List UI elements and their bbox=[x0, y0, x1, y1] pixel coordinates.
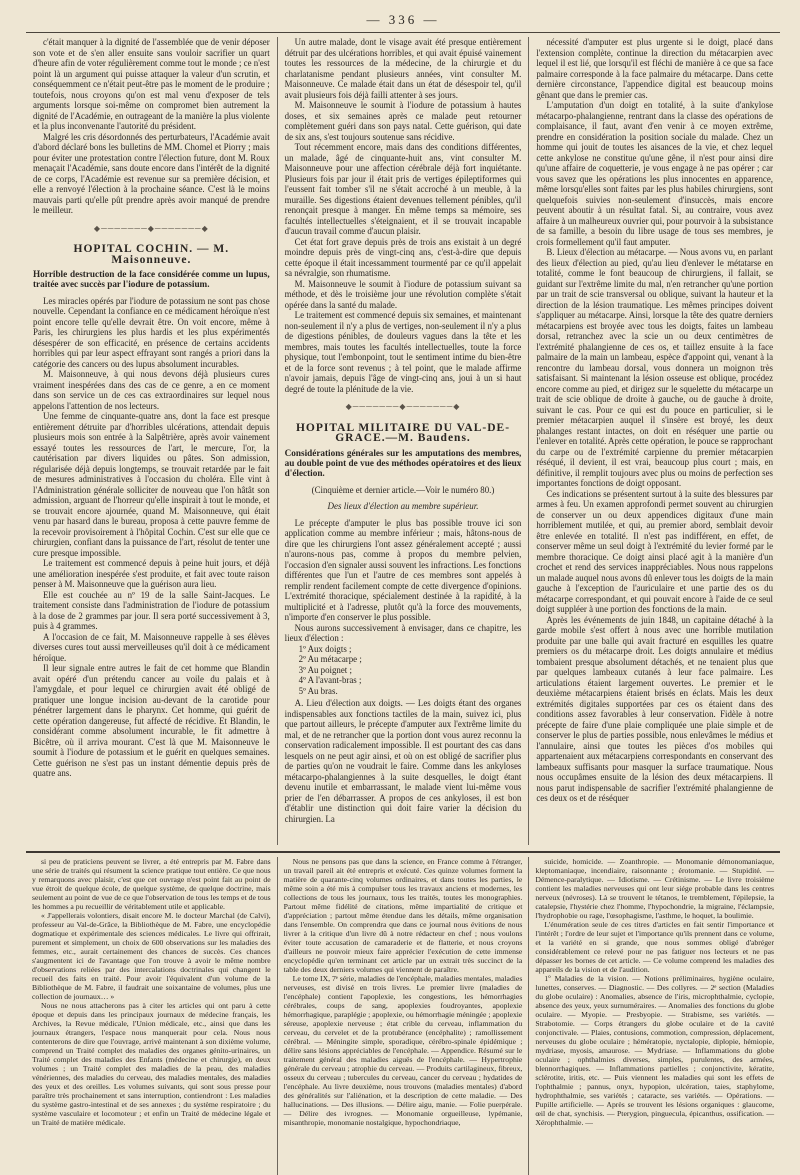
upper-columns bbox=[26, 37, 780, 845]
column-1 bbox=[26, 37, 277, 845]
bottom-paragraph-8: 1º Maladies de la vision. — Notions préliminaires, hygiène oculaire, lunettes, conserves. — Diagnostic. — Des collyres. — 2ᵉ section (Maladies du globe oculaire) : Anomalies, absence de l'iris, microphthalmie, cyclopie, absence des yeux, yeux surnuméraires. — Anomalies des fonctions du globe oculaire. — Myopie. — Presbyopie. — Strabisme, ses variétés. — Strabotomie. — Corps étrangers du globe oculaire et de la cavité conjonctivale. — Plaies, contusions, commotion, compression, déplacement, nerveuses du globe oculaire ; hémératopie, nyctalopie, diplopie, hémiopie, mydriase, myosis, amaurose. — Mydriase. — Inflammations du globe oculaire ; ophthalmies diverses, simples, purulentes, des armées, blennorrhagiques. — Inflammations partielles ; conjonctivite, kératite, sclérotite, iritis, etc. — Puis viennent les maladies qui sont les effets de l'ophthalmie ; pannus, onyx, hypopion, ulcération, taies, staphylome, hydrophthalmie, ses variétés ; cataracte, ses variétés. — Opérations. — Pupille artificielle. — Après se trouvent les lésions organiques : glaucome, œil de chat, synchisis. — Pterygion, pinguecula, épicanthus, ossification. — Xérophthalmie. — bbox=[535, 974, 775, 1127]
col3-paragraph-2: L'amputation d'un doigt en totalité, à la suite d'ankylose métacarpo-phalangienne, rentrant dans la classe des opérations de complaisance, il faut, avant d'en venir à ce moyen extrême, prendre en considération la position sociale du malade. Chez un homme qui jouit de toutes les aisances de la vie, et chez lequel cette ankylose ne constitue qu'une gêne, il n'est pour ainsi dire qu'une affaire de coquetterie, je vous engage à ne pas opérer ; car vous savez que les opérations les plus innocentes en apparence, même lorsqu'elles sont faites par les plus habiles chirurgiens, sont quelquefois suivies non-seulement d'insuccès, mais encore peuvent aboutir à un résultat fatal. Si, au contraire, vous avez affaire à un malheureux ouvrier qui, pour pourvoir à la subsistance de sa famille, a besoin du libre usage de tous ses membres, je crois formellement qu'il faut amputer. bbox=[536, 100, 774, 247]
article-subheading-val-de-grace: Considérations générales sur les amputations des membres, au double point de vue des méthodes opératoires et des lieux d'élection. bbox=[284, 447, 522, 479]
list-item: 5º Au bras. bbox=[298, 685, 338, 696]
col1-paragraph-8: A l'occasion de ce fait, M. Maisonneuve rappelle à ses élèves diverses cures tout aussi merveilleuses qu'il doit à ce médicament héroïque. bbox=[33, 631, 270, 663]
col2-paragraph-8: Nous aurons successivement à envisager, dans ce chapitre, les lieux d'élection : bbox=[284, 622, 522, 644]
article-heading-cochin: HOPITAL COCHIN. — M. Maisonneuve. bbox=[73, 243, 230, 266]
page-number: — 336 — bbox=[366, 12, 440, 27]
bottom-paragraph-2: « J'appellerais volontiers, disait encore M. le docteur Marchal (de Calvi), professeur au Val-de-Grâce, la Bibliothèque de M. Fabre, une encyclopédie dogmatique et expérimentale des sciences médicales. Le livre qui offrirait, purement et simplement, un choix de 600 observations sur les maladies des femmes, etc., aurait certainement des chances de succès. Ces chances s'augmentent ici de l'avantage que l'on trouve à avoir le même nombre d'observations reliées par des intercalations doctrinales qui changent le recueil des faits en traité. Pour avoir l'équivalent d'un volume de la Bibliothèque de M. Fabre, il faudrait une soixantaine de volumes, plus une collection de journaux… » bbox=[32, 911, 271, 1001]
election-sites-list bbox=[299, 644, 522, 697]
section-separator: ◆───────◆───────◆ bbox=[93, 223, 209, 233]
col2-paragraph-5: M. Maisonneuve le soumit à l'iodure de potassium suivant sa méthode, et dès le troisième jour une révolution complète s'était opérée dans la santé du malade. bbox=[284, 278, 522, 310]
col1-paragraph-6: Le traitement est commencé depuis à peine huit jours, et déjà une amélioration inespérée s'est produite, et fait avec toute raison penser à M. Maisonneuve que la guérison aura lieu. bbox=[33, 558, 270, 590]
bottom-paragraph-4: Nous ne pensons pas que dans la science, en France comme à l'étranger, un travail pareil ait été entrepris et exécuté. Ces quinze volumes forment la matière de quarante-cinq volumes ordinaires, et dans toutes les parties, le même soin a été mis à compulser tous les travaux anciens et modernes, les collections de tous les journaux, tous les traités, toutes les monographies. Partout même fidélité de citations, même impartialité de critique et d'appréciation ; partout même étendue dans les détails, même organisation dans l'ensemble. On comprendra que dans ce journal nous évitions de nous livrer à la critique d'un livre dû à notre rédacteur en chef ; nous voulons éviter toute accusation de camaraderie et de flatterie, et nous croyons d'ailleurs ne pouvoir mieux faire apprécier l'exécution de cette immense encyclopédie qu'en terminant cet article par un extrait très succinct de la table des deux derniers volumes qui viennent de paraître. bbox=[283, 857, 523, 974]
bottom-column-1 bbox=[26, 857, 277, 1175]
col2-paragraph-2: M. Maisonneuve le soumit à l'iodure de potassium à hautes doses, et six semaines après ce malade peut retourner complètement guéri dans son pays natal. Cette guérison, qui date de six ans, s'est toujours soutenue sans récidive. bbox=[284, 100, 522, 142]
bottom-paragraph-6: suicide, homicide. — Zoanthropie. — Monomanie démonomaniaque, kleptomaniaque, incendiaire, raisonnante ; érotomanie. — Stupidité. — Démence-paralytique. — Idiotisme. — Crétinisme. — Le livre troisième contient les maladies nerveuses qui ont leur siége probable dans les centres nerveux (névroses). Là se trouvent le tétanos, le tremblement, l'épilepsie, la catalepsie, l'hystérie chez l'homme, l'hypochondrie, la migraine, l'éclampsie, l'hydrophobie ou rage, l'œsophagisme, l'asthme, le hoquet, la boulimie. bbox=[535, 857, 775, 920]
col2-paragraph-1: Un autre malade, dont le visage avait été presque entièrement détruit par des ulcérations horribles, et qui avait épuisé vainement toutes les ressources de la médecine, de la chirurgie et du charlatanisme pendant plusieurs années, vint consulter M. Maisonneuve. Ce malade était dans un état de désespoir tel, qu'il avait plusieurs fois déjà failli attenter à ses jours. bbox=[284, 37, 522, 100]
list-item: 3º Au poignet ; bbox=[298, 664, 352, 675]
col2-paragraph-9: A. Lieu d'élection aux doigts. — Les doigts étant des organes indispensables aux fonctions tactiles de la main, suivez ici, plus que partout ailleurs, le précepte d'amputer aux l'extrême limite du mal, et de ne retrancher que la portion dont vous aurez reconnu la conservation radicalement impossible. Il est pourtant des cas dans lesquels on ne peut agir ainsi, et où on est obligé de sacrifier plus de parties qu'on ne voudrait le faire. Comme dans les ankyloses métacarpo-phalangiennes à la suite desquelles, le doigt étant devenu inutile et embarrassant, le malade vient lui-même vous prier de l'en débarrasser. A propos de ces ankyloses, il est bon d'établir une distinction qui doit faire varier la décision du chirurgien. La bbox=[284, 698, 522, 824]
bottom-column-3 bbox=[528, 857, 780, 1175]
col3-paragraph-5: Après les événements de juin 1848, un capitaine détaché à la garde mobile s'est offert à nous avec une horrible mutilation produite par une balle qui avait fracturé en esquilles les quatre premiers os du métacarpe droit. Les doigts annulaire et médius tombaient presque absolument détachés, et ne tenaient plus que par quelques lambeaux cutanés à leur face palmaire. Les articulations étaient largement ouvertes. Le premier et le deuxième métacarpiens étaient brisés en éclats. Mais les deux extrémités digitales supportées par ces os étaient dans des conditions assez favorables à leur conservation. Fidèle à notre précepte de faire d'une plaie compliquée une plaie simple et de conserver le plus de parties possible, nous enlevâmes le médius et l'annulaire, ainsi que toutes les pièces d'os mobiles qui appartenaient aux métacarpiens correspondants en conservant des lambeaux suffisants pour masquer la surface traumatique. Nous nous occupâmes ensuite de la lésion des deux métacarpiens. Il nous parut indispensable de sacrifier l'extrémité phalangienne de ces deux os et de réséquer bbox=[536, 614, 774, 803]
bottom-paragraph-1: si peu de praticiens peuvent se livrer, a été entrepris par M. Fabre dans une série de traités qui résument la science pratique tout entière. Ce que nous y remarquons avec plaisir, c'est que cet ouvrage n'est point fait au point de vue étroit de quelque école, de quelque système, de quelque doctrine, mais seulement au point de vue de ce que l'observation de tous les temps et de tous les hommes a pu recueillir de véritablement utile et applicable. bbox=[32, 857, 271, 911]
col1-paragraph-9: Il leur signale entre autres le fait de cet homme que Blandin avait opéré d'un prétendu cancer au voile du palais et à l'amygdale, et pour lequel ce chirurgien avait été obligé de pratiquer une longue incision au-devant de la carotide pour pénétrer largement dans le pharynx. Cet homme, qui guérit de cette opération dangereuse, fut affecté de récidive. Et Blandin, le considérant comme absolument incurable, le fit admettre à Bicêtre, où il arriva mourant. C'est là que M. Maisonneuve le soumit à l'iodure de potassium et le guérit en quelques semaines. Cette guérison ne s'est pas un instant démentie depuis près de quatre ans. bbox=[33, 663, 270, 779]
list-item: 2º Au métacarpe ; bbox=[298, 654, 362, 665]
list-item: 1º Aux doigts ; bbox=[298, 643, 352, 654]
col1-paragraph-7: Elle est couchée au nº 19 de la salle Saint-Jacques. Le traitement consiste dans l'administration de l'iodure de potassium à la dose de 2 grammes par jour. Il sera porté successivement à 3, puis à 4 grammes. bbox=[33, 589, 270, 632]
bottom-paragraph-5: Le tome IX, 7ᵉ série, maladies de l'encéphale, maladies mentales, maladies nerveuses, est divisé en trois livres. Le premier livre (maladies de l'encéphale) contient l'apoplexie, les congestions, les hémorrhagies cérébrales, coups de sang, apoplexies foudroyantes, apoplexie hémorrhagique, paraplégie ; apoplexie, ou hémorrhagie méningée ; apoplexie séreuse, apoplexie nerveuse ; état crible du cerveau, inflammation du cerveau, du cervelet et de la protubérance (encéphalite) ; ramollissement cérébral. — Méningite simple, sporadique, cérébro-spinale épidémique ; délire sans lésions appréciables de l'encéphale. — Appendice. Résumé sur le traitement général des maladies aiguës de l'encéphale. — Hypertrophie générale du cerveau ; atrophie du cerveau. — Produits cartilagineux, fibreux, osseux du cerveau ; tubercules du cerveau, cancer du cerveau ; hydatides de l'encéphale. Au livre deuxième, nous trouvons (maladies mentales) d'abord des généralités sur l'aliénation, et la description de cette maladie. — Des hallucinations. — Des illusions. — Délire aigu, manie. — Folie puerpérale. — Délire des ivrognes. — Monomanie orgueilleuse, lypémanie, misanthropie, monomanie nostalgique, hypochondriaque, bbox=[283, 974, 523, 1127]
col1-paragraph-2: Malgré les cris désordonnés des perturbateurs, l'Académie avait d'abord déclaré bons les bulletins de MM. Chomel et Piorry ; mais pour éviter une protestation contre l'élection future, dont M. Roux menaçait l'Académie, sans doute encore dans l'intérêt de la dignité de ce corps, l'Académie est revenue sur sa première décision, et elle a renvoyé l'élection à la prochaine séance. C'est là le moins mauvais parti qu'elle pût prendre après avoir manqué de prendre le meilleur. bbox=[33, 131, 270, 215]
col1-paragraph-5: Une femme de cinquante-quatre ans, dont la face est presque entièrement détruite par d'horribles ulcérations, attendait depuis plusieurs mois son entrée à la Salpêtrière, après avoir vainement essayé toutes les ressources de l'art, le mercure, l'or, la cautérisation par divers liquides ou pâtes. Son admission, régularisée déjà depuis longtemps, se trouvait retardée par le fait de mesures administratives à l'occasion du choléra. Elle vint à l'Administration générale solliciter de nouveau que l'on hâtât son admission, arguant de l'horreur qu'elle inspirait à tout le monde, et se trouvait encore ajournée, quand M. Maisonneuve, qui était venu par hasard dans le bureau, proposa à cette pauvre femme de la recevoir provisoirement à l'hôpital Cochin. C'est sur elle que ce chirurgien, confiant dans la puissance de l'art, résolut de tenter une cure presque impossible. bbox=[33, 411, 270, 558]
article-note: (Cinquième et dernier article.—Voir le numéro 80.) bbox=[311, 484, 495, 495]
col3-paragraph-4: Ces indications se présentent surtout à la suite des blessures par armes à feu. Un examen approfondi permet souvent au chirurgien de conserver un ou deux appendices digitaux d'une main horriblement mutilée, et qui, au premier abord, semblait devoir être enlevée en totalité. Il n'est pas indifférent, en effet, de conserver même un seul doigt à l'extrémité du levier formé par le membre thoracique. Ce doigt ainsi placé agit à la manière d'un crochet et rend des services inappréciables. Nous nous rappelons un malade auquel nous avons dû enlever tous les doigts de la main gauche à l'exception de l'auriculaire et une partie des os du métacarpe correspondant, et qui pouvait encore à l'aide de ce seul doigt suppléer à une portion des fonctions de la main. bbox=[536, 488, 774, 614]
bottom-paragraph-7: L'énumération seule de ces titres d'articles en fait sentir l'importance et l'intérêt ; l'ordre de leur sujet et l'importance qu'ils prennent dans ce volume, et la variété en si grande, que nous sommes obligé d'abréger considérablement ce relevé pour ne pas fatiguer nos lecteurs et ne pas dépasser les bornes de cet article. — Ce volume comprend les maladies des appareils de la vision et de l'audition. bbox=[535, 920, 775, 974]
col3-paragraph-1: nécessité d'amputer est plus urgente si le doigt, placé dans l'extension complète, continue la direction du métacarpien avec lequel il est lié, que lorsqu'il est fléchi de manière à ce que sa face palmaire corresponde à la face palmaire du métacarpe. Dans cette dernière circonstance, l'appendice digital est beaucoup moins gênant que dans le premier cas. bbox=[536, 37, 774, 100]
col3-paragraph-3: B. Lieux d'élection au métacarpe. — Nous avons vu, en parlant des lieux d'élection au pied, qu'au lieu d'enlever le métatarse en totalité, comme le font beaucoup de chirurgiens, il fallait, se guidant sur l'extrême limite du mal, n'en retrancher qu'une portion par un trait de scie transversal ou oblique, suivant la hauteur et la direction de la lésion traumatique. Les mêmes principes doivent s'appliquer au métacarpe. Ainsi, lorsque la tête des quatre derniers métacarpiens est broyée avec tous les doigts, faites un lambeau dorsal, retranchez avec la scie un ou deux centimètres de l'extrémité phalangienne de ces os, et taillez ensuite à la face palmaire de la main un lambeau, espèce d'appoint qui, venant à la rencontre du lambeau dorsal, vous donnera un moignon très satisfaisant. Si maintenant la lésion osseuse est oblique, procédez encore comme au pied, et dirigez sur le squelette du métacarpe un trait de scie oblique de droite à gauche, ou de gauche à droite, suivant le cas. Pour ce qui est du pouce en particulier, si le premier métacarpien auquel il s'insère est broyé, les deux phalanges restant intactes, on doit en réséquer une partie ou l'enlever en totalité. Après cette opération, le pouce se rapprochant du carpe ou de l'extrémité carpienne du premier métacarpien réséqué, il devient, il est vrai, beaucoup plus court ; mais, en définitive, il remplit toujours avec plus ou moins de perfection ses importantes fonctions de doigt opposant. bbox=[536, 247, 774, 488]
article-subtitle: Des lieux d'élection au membre supérieur. bbox=[327, 501, 479, 512]
col1-paragraph-3: Les miracles opérés par l'iodure de potassium ne sont pas chose nouvelle. Cependant la confiance en ce médicament héroïque n'est point encore telle qu'elle devrait être. On voit encore, même à Paris, les chirurgiens les plus hardis et les plus expérimentés désespérer de son efficacité, en présence de certains accidents horribles qui par leur aspect effrayant sont rangés a priori dans la catégorie des cancers ou des lupus absolument incurables. bbox=[33, 295, 270, 369]
col2-paragraph-4: Cet état fort grave depuis près de trois ans existait à un degré moindre depuis près de vingt-cinq ans, c'est-à-dire que depuis cette époque il était incessamment tourmenté par ce qu'il appelait sa névralgie, son rhumatisme. bbox=[284, 236, 522, 278]
article-subheading-cochin: Horrible destruction de la face considérée comme un lupus, traitée avec succès par l'iodure de potassium. bbox=[33, 269, 270, 290]
bottom-paragraph-3: Nous ne nous attacherons pas à citer les articles qui ont paru à cette époque et depuis dans les principaux journaux de médecine français, les Archives, la Revue médicale, l'Union médicale, etc., ainsi que dans les journaux étrangers, l'espace nous manquerait pour cela. Nous nous contenterons de dire que l'ouvrage, arrivé maintenant à son dixième volume, comprend un Traité complet des maladies des organes génito-urinaires, un Traité complet des maladies des Enfants (médecine et chirurgie), en deux volumes ; un Traité complet des maladies de la peau, des maladies vénériennes, des maladies du cerveau, des maladies mentales, des maladies des yeux et des oreilles. Les volumes suivants, qui sont sous presse pour paraître très prochainement et sans interruption, contiendront : Les maladies du système gastro-intestinal et de ses annexes ; du système respiratoire ; du système vasculaire et locomoteur ; et enfin un Traité de médecine légale et un Traité de matière médicale. bbox=[32, 1001, 271, 1127]
header-rule bbox=[26, 32, 780, 33]
col2-paragraph-6: Le traitement est commencé depuis six semaines, et maintenant non-seulement il n'y a plus de vertiges, non-seulement il n'y a plus de digestions pénibles, de douleurs vagues dans la tête et les membres, mais toutes les facultés intellectuelles, toute la force physique, tout l'embonpoint, tout le sentiment intime du bien-être et de la force sont revenus ; à tel point, que le malade affirme n'avoir jamais, depuis l'âge de vingt-cinq ans, joui à un si haut degré de toute la plénitude de la vie. bbox=[284, 310, 522, 394]
col1-paragraph-4: M. Maisonneuve, à qui nous devons déjà plusieurs cures vraiment inespérées dans des cas de ce genre, a en ce moment dans son service un de ces cas extraordinaires sur lequel nous appelons l'attention de nos lecteurs. bbox=[33, 369, 270, 411]
section-separator: ◆───────◆───────◆ bbox=[345, 402, 461, 411]
bottom-column-2 bbox=[277, 857, 529, 1175]
column-3 bbox=[528, 37, 780, 845]
article-heading-val-de-grace: HOPITAL MILITAIRE DU VAL-DE-GRACE.—M. Baudens. bbox=[295, 421, 511, 444]
column-2 bbox=[277, 37, 529, 845]
list-item: 4º A l'avant-bras ; bbox=[298, 675, 362, 686]
col1-paragraph-1: c'était manquer à la dignité de l'assemblée que de venir déposer son vote et de s'en aller ensuite sans vouloir sacrifier un quart d'heure afin de voter régulièrement comme tout le monde ; ce n'est point là un argument qui puisse attaquer la valeur d'un scrutin, et conséquemment ce n'était peut-être pas le moment de le produire ; toutefois, nous croyons qu'on est mal venu d'exposer de tels arguments lorsque soi-même on compromet bien autrement la dignité de l'Académie, en outrageant de la manière la plus violente et la plus inconvenante l'autorité du président. bbox=[33, 37, 270, 131]
lower-columns bbox=[26, 857, 780, 1175]
col2-paragraph-7: Le précepte d'amputer le plus bas possible trouve ici son application comme au membre inférieur ; mais, hâtons-nous de dire que les chirurgiens l'ont assez généralement accepté ; aussi n'aurons-nous pas, comme à propos du membre pelvien, l'occasion d'en signaler aussi souvent les infractions. Les fonctions différentes que l'un et l'autre de ces membres sont appelés à remplir rendent facilement compte de cette divergence d'opinions. L'extrémité thoracique, spécialement destinée à la rapidité, à la multiplicité et à l'adresse, plutôt qu'à la force des mouvements, n'importe d'en conserver le plus possible. bbox=[284, 517, 522, 623]
col2-paragraph-3: Tout récemment encore, mais dans des conditions différentes, un malade, âgé de cinquante-huit ans, vint consulter M. Maisonneuve pour une affection cérébrale déjà fort inquiétante. Plusieurs fois par jour il était pris de vertiges épileptiformes qui l'eussent fait tomber s'il ne s'était accroché à un meuble, à la muraille. Ses digestions étaient devenues tellement pénibles, qu'il renonçait presque à manger. En même temps sa mémoire, ses facultés intellectuelles s'éteignaient, et il se trouvait incapable d'aucun travail comme d'aucun plaisir. bbox=[284, 142, 522, 236]
feuilleton-rule bbox=[26, 851, 780, 853]
